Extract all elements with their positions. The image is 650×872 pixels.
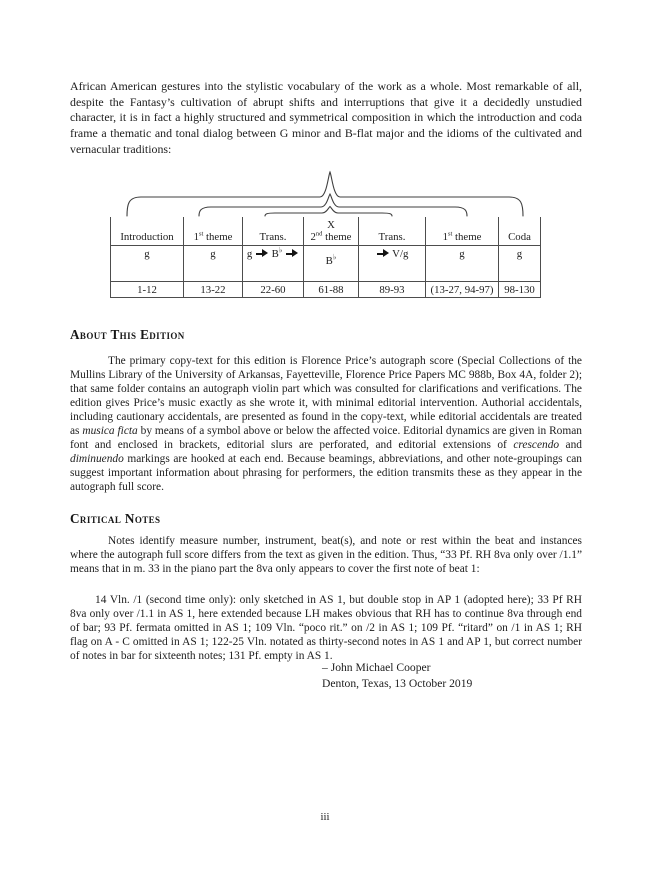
header-cell-second-theme: X 2nd theme [304,217,359,246]
form-diagram-braces [110,169,540,217]
flat-sign: ♭ [278,245,283,255]
page-number: iii [320,811,330,823]
italic-term-crescendo: crescendo [513,438,560,451]
header-cell-coda: Coda [499,217,541,246]
brace-outer [127,172,523,216]
signature-place-date: Denton, Texas, 13 October 2019 [322,676,473,690]
brace-inner [265,207,392,217]
section-heading-about: About This Edition [70,326,185,342]
header-cell-first-theme: 1st theme [184,217,243,246]
header-cell-introduction: Introduction [111,217,184,246]
header-cell-first-theme-return: 1st theme [426,217,499,246]
form-structure-table [110,217,541,298]
header-cell-transition-2: Trans. [359,217,426,246]
right-arrow-icon [286,249,298,258]
measures-cell-first-theme-return: (13-27, 94-97) [426,282,499,298]
form-table-header-row [111,217,541,246]
key-cell-coda: g [499,246,541,282]
key-cell-introduction: g [111,246,184,282]
measures-cell-coda: 98-130 [499,282,541,298]
development-x-label: X [327,219,335,231]
italic-term-diminuendo: diminuendo [70,452,124,465]
measures-cell-second-theme: 61-88 [304,282,359,298]
intro-paragraph [70,79,582,158]
key-cell-first-theme-return: g [426,246,499,282]
measures-cell-first-theme: 13-22 [184,282,243,298]
measures-cell-transition-1: 22-60 [243,282,304,298]
key-cell-second-theme: B♭ [304,246,359,282]
form-table-measures-row [111,282,541,298]
key-cell-first-theme: g [184,246,243,282]
measures-cell-introduction: 1-12 [111,282,184,298]
italic-term-musica-ficta: musica ficta [82,424,138,437]
section-heading-critical-notes: Critical Notes [70,510,161,526]
header-cell-transition-1: Trans. [243,217,304,246]
key-cell-transition-1: g B♭ [243,246,304,282]
right-arrow-icon [377,249,389,258]
critical-notes-intro-paragraph: Notes identify measure number, instrument, beat(s), and note or rest within the beat and instances where the autograph full score differs from the text as given in the edition. Thus, “33 Pf. RH 8va only over /1.1” means that in m. 33 in the piano part the 8va only appears to cover the first note of beat 1: [70,535,582,576]
about-paragraph: The primary copy-text for this edition is Florence Price’s autograph score (Special Collections of the Mullins Library of the University of Arkansas, Fayetteville, Florence Price Papers MC 988b, Box 4A, folder 2); that same folder contains an autograph violin part which was consulted for clarifications and verifications. The edition gives Price’s music exactly as she wrote it, with minimal editorial intervention. Authorial accidentals, including cautionary accidentals, are presented as found in the copy-text, while editorial accidentals are treated as musica ficta by means of a symbol above or below the affected voice. Editorial dynamics are given in Roman font and enclosed in brackets, editorial slurs are perforated, and editorial extensions of crescendo and diminuendo markings are hooked at each end. Because beamings, abbreviations, and other note-groupings can suggest important information about phrasing for performers, the edition transmits these as they appear in the autograph full score. [70,355,583,493]
right-arrow-icon [256,249,268,258]
signature-name: – John Michael Cooper [322,661,431,674]
form-table-key-row [111,246,541,282]
intro-text: African American gestures into the stylistic vocabulary of the work as a whole. Most remarkable of all, despite the Fantasy’s cultivation of abrupt shifts and interruptions that give it a decidedly unstudied character, it is in fact a highly structured and symmetrical composition in which the introduction and coda frame a thematic and tonal dialog between G minor and B-flat major and the idioms of the cultivated and vernacular traditions: [70,78,582,157]
measures-cell-transition-2: 89-93 [359,282,426,298]
key-cell-transition-2: V/g [359,246,426,282]
signature-block [322,660,472,691]
flat-sign: ♭ [332,252,337,262]
critical-notes-list-paragraph: 14 Vln. /1 (second time only): only sketched in AS 1, but double stop in AP 1 (adopted here); 33 Pf RH 8va only over /1.1 in AS 1, here extended because LH makes obvious that RH has to continue 8va through end of bar; 93 Pf. fermata omitted in AS 1; 109 Vln. “poco rit.” on /2 in AS 1; 109 Pf. “ritard” on /1 in AS 1; RH flag on A - C omitted in AS 1; 122-25 Vln. notated as thirty-second notes in AS 1 and AP 1, but correct number of notes in bar for sixteenth notes; 131 Pf. empty in AS 1. [70,594,582,663]
